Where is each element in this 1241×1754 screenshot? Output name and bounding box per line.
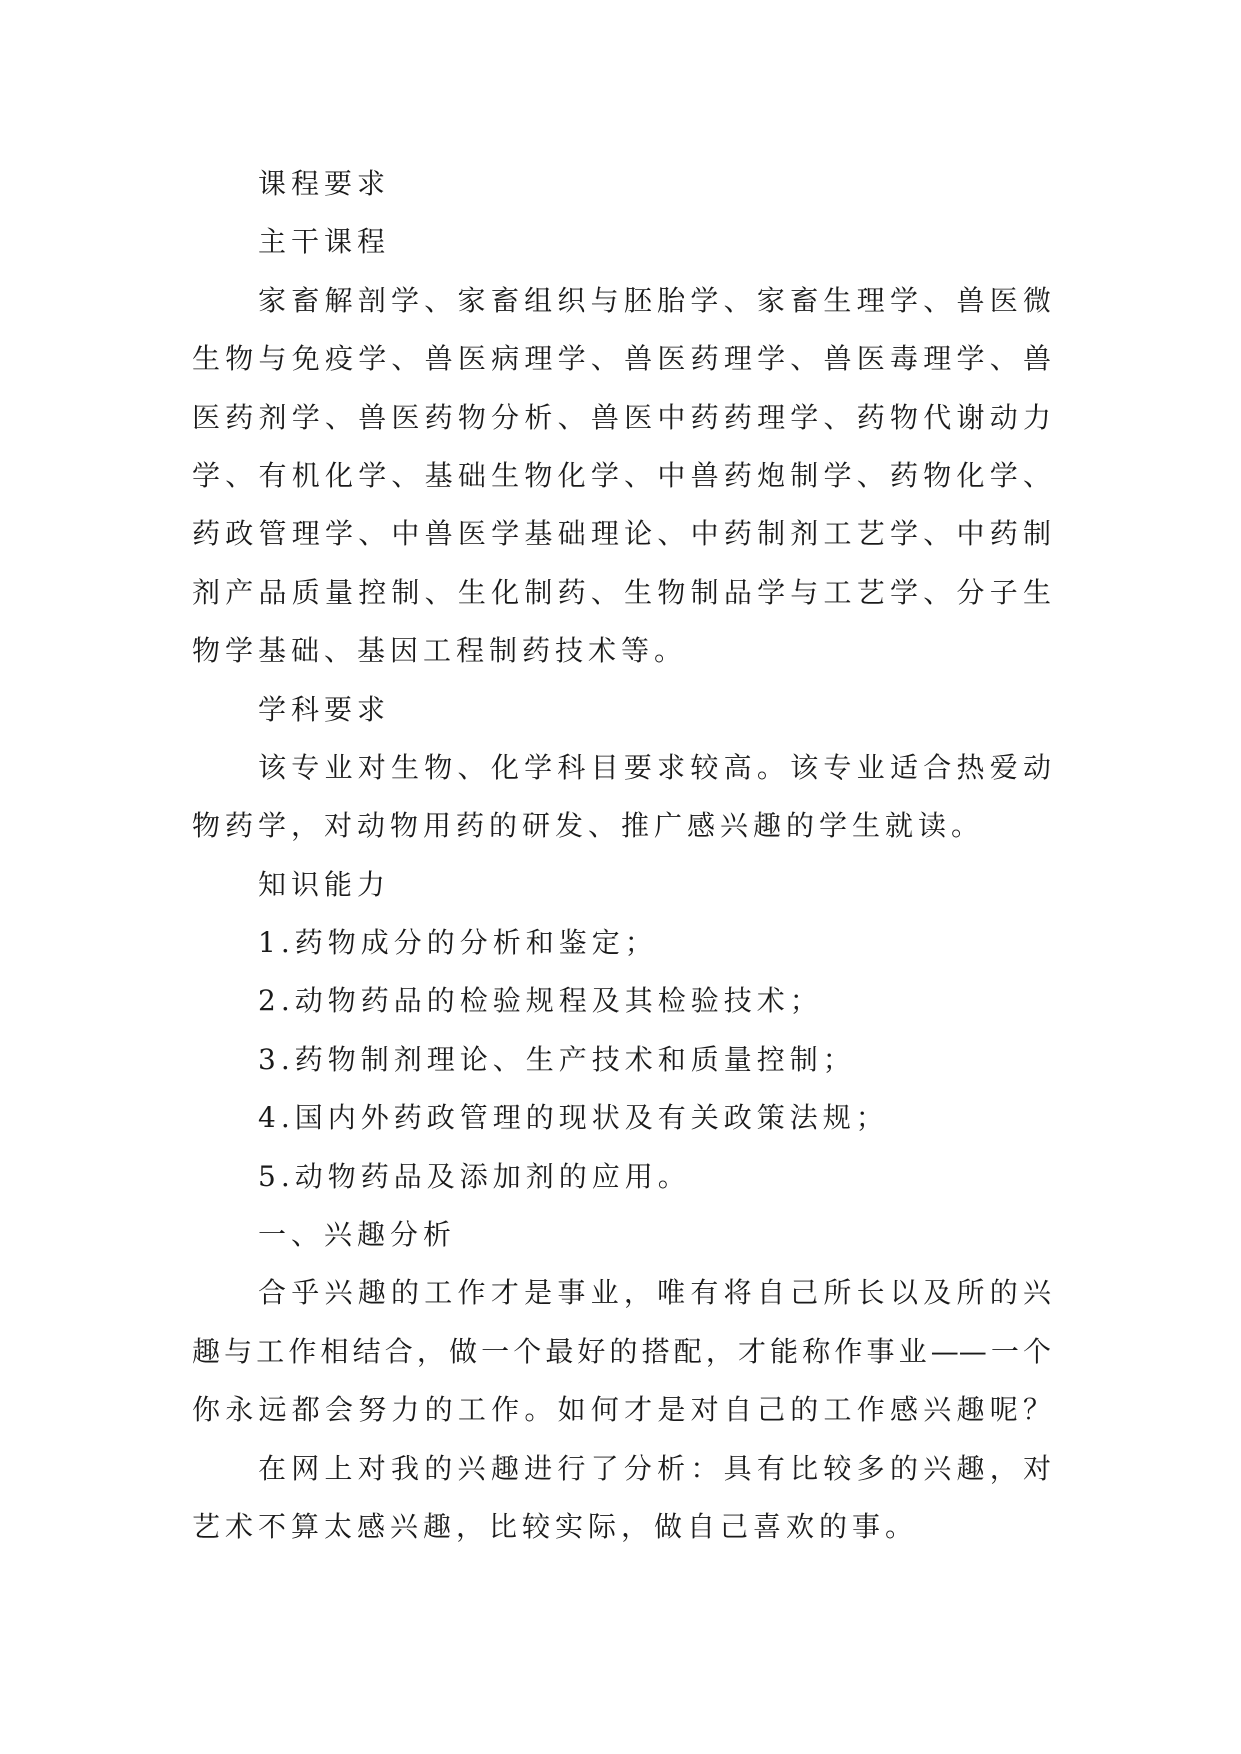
section-heading-subject-requirements: 学科要求 [258,692,391,726]
paragraph-line: 学、有机化学、基础生物化学、中兽药炮制学、药物化学、 [192,458,1051,492]
paragraph-line: 艺术不算太感兴趣，比较实际，做自己喜欢的事。 [192,1509,919,1543]
section-heading-knowledge-abilities: 知识能力 [258,867,391,901]
paragraph-line: 该专业对生物、化学科目要求较高。该专业适合热爱动 [258,750,1051,784]
paragraph-line: 物学基础、基因工程制药技术等。 [192,634,688,668]
paragraph-line: 医药剂学、兽医药物分析、兽医中药药理学、药物代谢动力 [192,400,1051,434]
paragraph-line: 生物与免疫学、兽医病理学、兽医药理学、兽医毒理学、兽 [192,342,1051,376]
list-item: 1.药物成分的分析和鉴定； [258,926,658,960]
section-heading-course-requirements: 课程要求 [258,167,391,200]
subject-requirements-paragraph [192,739,1051,856]
paragraph-line: 剂产品质量控制、生化制药、生物制品学与工艺学、分子生 [192,575,1051,609]
interest-paragraph-1 [192,1264,1051,1439]
list-item: 4.国内外药政管理的现状及有关政策法规； [258,1101,889,1135]
list-item: 2.动物药品的检验规程及其检验技术； [258,984,823,1018]
paragraph-line: 家畜解剖学、家畜组织与胚胎学、家畜生理学、兽医微 [258,283,1051,317]
knowledge-abilities-list [192,914,1051,1206]
paragraph-line: 趣与工作相结合，做一个最好的搭配，才能称作事业——一个 [192,1334,1051,1368]
list-item: 3.药物制剂理论、生产技术和质量控制； [258,1042,856,1076]
paragraph-line: 物药学，对动物用药的研发、推广感兴趣的学生就读。 [192,809,985,843]
document-body [192,155,1051,1556]
list-item: 5.动物药品及添加剂的应用。 [258,1159,691,1193]
interest-paragraph-2 [192,1440,1051,1557]
paragraph-line: 药政管理学、中兽医学基础理论、中药制剂工艺学、中药制 [192,517,1051,551]
section-heading-core-courses: 主干课程 [258,225,391,259]
section-heading-interest-analysis: 一、兴趣分析 [258,1218,457,1252]
paragraph-line: 合乎兴趣的工作才是事业，唯有将自己所长以及所的兴 [258,1276,1051,1310]
paragraph-line: 在网上对我的兴趣进行了分析：具有比较多的兴趣，对 [258,1451,1051,1485]
core-courses-paragraph [192,272,1051,681]
paragraph-line: 你永远都会努力的工作。如何才是对自己的工作感兴趣呢？ [192,1393,1051,1427]
